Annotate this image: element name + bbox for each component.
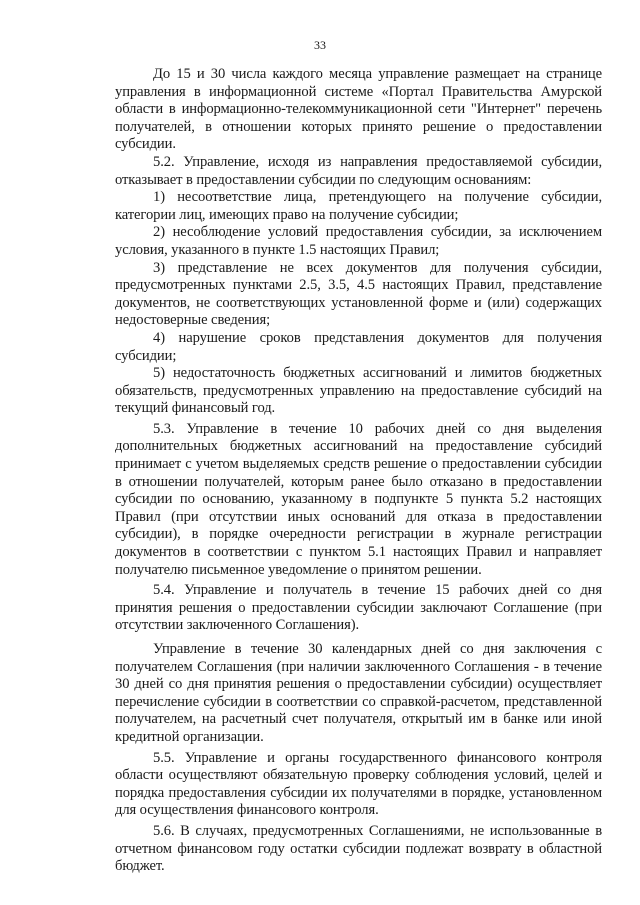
page-number: 33 <box>314 38 326 52</box>
paragraph-5-5: 5.5. Управление и органы государственного финансового контроля области осуществляют обязательную проверку соблюдения условий, целей и порядка предоставления субсидии их получателями в порядке, установленном для осуществления финансового контроля. <box>115 749 602 819</box>
list-item-1: 1) несоответствие лица, претендующего на получение субсидии, категории лиц, имеющих право на получение субсидии; <box>115 189 602 223</box>
paragraph-publication: До 15 и 30 числа каждого месяца управление размещает на странице управления в информационной системе «Портал Правительства Амурской области в информационно-телекоммуникационной сети "Интернет" перечень получателей, в отношении которых принято решение о предоставлении субсидии. <box>115 66 602 153</box>
list-item-5: 5) недостаточность бюджетных ассигнований и лимитов бюджетных обязательств, предусмотренных управлению на предоставление субсидий на текущий финансовый год. <box>115 365 602 417</box>
paragraph-5-2: 5.2. Управление, исходя из направления предоставляемой субсидии, отказывает в предоставлении субсидии по следующим основаниям: <box>115 153 602 188</box>
paragraph-5-4: 5.4. Управление и получатель в течение 15 рабочих дней со дня принятия решения о предоставлении субсидии заключают Соглашение (при отсутствии заключенного Соглашения). <box>115 582 602 634</box>
list-item-4: 4) нарушение сроков представления документов для получения субсидии; <box>115 329 602 364</box>
paragraph-transfer: Управление в течение 30 календарных дней со дня заключения с получателем Соглашения (при наличии заключенного Соглашения - в течение 30 дней со дня принятия решения о предоставлении субсидии) осуществляет перечисление субсидии в соответствии со справкой-расчетом, представленной получателем, на расчетный счет получателя, открытый им в банке или иной кредитной организации. <box>115 641 602 745</box>
paragraph-5-6: 5.6. В случаях, предусмотренных Соглашениями, не использованные в отчетном финансовом году остатки субсидии подлежат возврату в областной бюджет. <box>115 822 602 875</box>
document-body <box>115 66 602 876</box>
paragraph-5-3: 5.3. Управление в течение 10 рабочих дней со дня выделения дополнительных бюджетных ассигнований на предоставление субсидий принимает с учетом выделяемых средств решение о предоставлении субсидии в отношении получателей, которым ранее было отказано в предоставлении субсидии по основанию, указанному в подпункте 5 пункта 5.2 настоящих Правил (при отсутствии иных оснований для отказа в предоставлении субсидии), в порядке очередности регистрации в журнале регистрации документов в соответствии с пунктом 5.1 настоящих Правил и направляет получателю письменное уведомление о принятом решении. <box>115 420 602 578</box>
list-item-3: 3) представление не всех документов для получения субсидии, предусмотренных пунктами 2.5, 3.5, 4.5 настоящих Правил, представление документов, не соответствующих установленной форме и (или) содержащих недостоверные сведения; <box>115 259 602 329</box>
list-item-2: 2) несоблюдение условий предоставления субсидии, за исключением условия, указанного в пункте 1.5 настоящих Правил; <box>115 224 602 258</box>
